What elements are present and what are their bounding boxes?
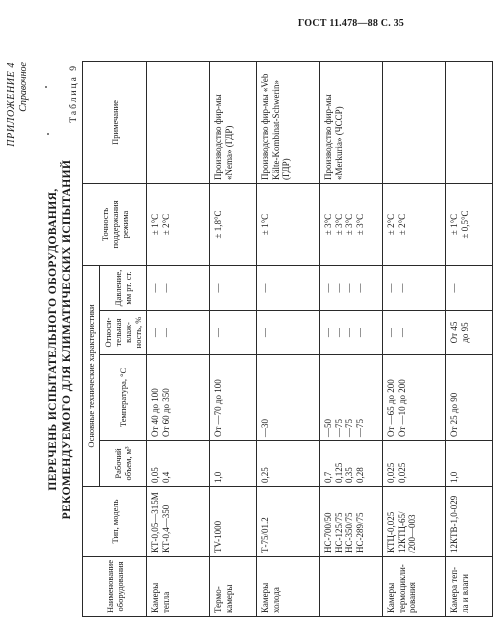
cell-volume: 0,7 0,125 0,35 0,28 — [320, 441, 383, 487]
cell-model: Т-75/01.2 — [257, 487, 320, 557]
cell-temperature: —50 —75 —75 —75 — [320, 355, 383, 441]
cell-accuracy: ± 1°С ± 0,5°С — [446, 183, 493, 265]
table-row — [147, 61, 210, 616]
cell-model: TV-1000 — [210, 487, 257, 557]
cell-pressure: — — [257, 265, 320, 310]
cell-accuracy: ± 1,8°С — [210, 183, 257, 265]
header-name: Наименование оборудования — [83, 557, 147, 617]
cell-model: КТ-0,05—315М КТ-0,4—350 — [147, 487, 210, 557]
cell-pressure: — — [210, 265, 257, 310]
cell-humidity: — — — — — [320, 311, 383, 355]
cell-humidity: — — — [147, 311, 210, 355]
cell-note: Производство фир-мы «Veb Kälte-Kombinat-Schwerin» (ГДР) — [257, 61, 320, 183]
cell-accuracy: ± 2°С ± 2°С — [383, 183, 446, 265]
cell-accuracy: ± 1°С — [257, 183, 320, 265]
cell-note — [446, 61, 493, 183]
equipment-table — [82, 61, 493, 617]
cell-humidity: От 45 до 95 — [446, 311, 493, 355]
appendix-block — [6, 62, 30, 147]
rotated-content — [6, 62, 470, 617]
cell-volume: 0,05 0,4 — [147, 441, 210, 487]
cell-pressure: — — — — — [320, 265, 383, 310]
header-model: Тип, модель — [83, 487, 147, 557]
table-label: Таблица 9 — [69, 64, 79, 123]
table-row — [257, 61, 320, 616]
cell-temperature: От —70 до 100 — [210, 355, 257, 441]
title-line-1: ПЕРЕЧЕНЬ ИСПЫТАТЕЛЬНОГО ОБОРУДОВАНИЯ, — [47, 188, 59, 491]
header-temperature: Температура, °С — [100, 355, 147, 441]
appendix-title: ПРИЛОЖЕНИЕ 4 — [6, 62, 17, 147]
cell-temperature: От 40 до 100 От 60 до 350 — [147, 355, 210, 441]
cell-model: НС-700/50 НС-125/75 НС-350/75 НС-289/75 — [320, 487, 383, 557]
cell-accuracy: ± 3°С ± 3°С ± 3°С ± 3°С — [320, 183, 383, 265]
cell-note — [383, 61, 446, 183]
cell-humidity: — — [210, 311, 257, 355]
cell-humidity: — — [257, 311, 320, 355]
cell-temperature: От —65 до 200 От —10 до 200 — [383, 355, 446, 441]
header-pressure: Давление, мм рт. ст. — [100, 265, 147, 310]
cell-volume: 0,25 — [257, 441, 320, 487]
page-header: ГОСТ 11.478—88 С. 35 — [297, 18, 404, 29]
cell-name: Камера теп-ла и влаги — [446, 557, 493, 617]
cell-volume: 0,025 0,025 — [383, 441, 446, 487]
cell-pressure: — — — [147, 265, 210, 310]
cell-pressure: — — — [383, 265, 446, 310]
cell-note: Производство фир-мы «Nema» (ГДР) — [210, 61, 257, 183]
cell-model: КТЦ-0,025 12КТЦ-65/ /200—003 — [383, 487, 446, 557]
document-title — [46, 62, 74, 617]
appendix-subtitle: Справочное — [18, 62, 29, 112]
header-humidity: Относи- тельная влаж- ность, % — [100, 311, 147, 355]
table-row — [446, 61, 493, 616]
cell-name: Камеры термоцикли-рования — [383, 557, 446, 617]
cell-temperature: От 25 до 90 — [446, 355, 493, 441]
table-row — [210, 61, 257, 616]
cell-name: Термо-камеры — [210, 557, 257, 617]
cell-accuracy: ± 1°С ± 2°С — [147, 183, 210, 265]
cell-pressure: — — [446, 265, 493, 310]
cell-volume: 1,0 — [210, 441, 257, 487]
cell-name — [320, 557, 383, 617]
cell-humidity: — — — [383, 311, 446, 355]
cell-note: Производство фир-мы «Merkuria» (ЧССР) — [320, 61, 383, 183]
table-row — [383, 61, 446, 616]
header-note: Примечание — [83, 61, 147, 183]
table-row — [320, 61, 383, 616]
cell-name: Камеры холода — [257, 557, 320, 617]
header-group: Основные технические характеристики — [83, 265, 100, 486]
cell-note — [147, 61, 210, 183]
header-volume: Рабочий объем, м³ — [100, 441, 147, 487]
cell-volume: 1,0 — [446, 441, 493, 487]
header-accuracy: Точность поддержания режима — [83, 183, 147, 265]
cell-name: Камеры тепла — [147, 557, 210, 617]
title-line-2: РЕКОМЕНДУЕМОГО ДЛЯ КЛИМАТИЧЕСКИХ ИСПЫТАНИЙ — [61, 159, 73, 520]
cell-temperature: —30 — [257, 355, 320, 441]
cell-model: 12КТВ-1,0-029 — [446, 487, 493, 557]
